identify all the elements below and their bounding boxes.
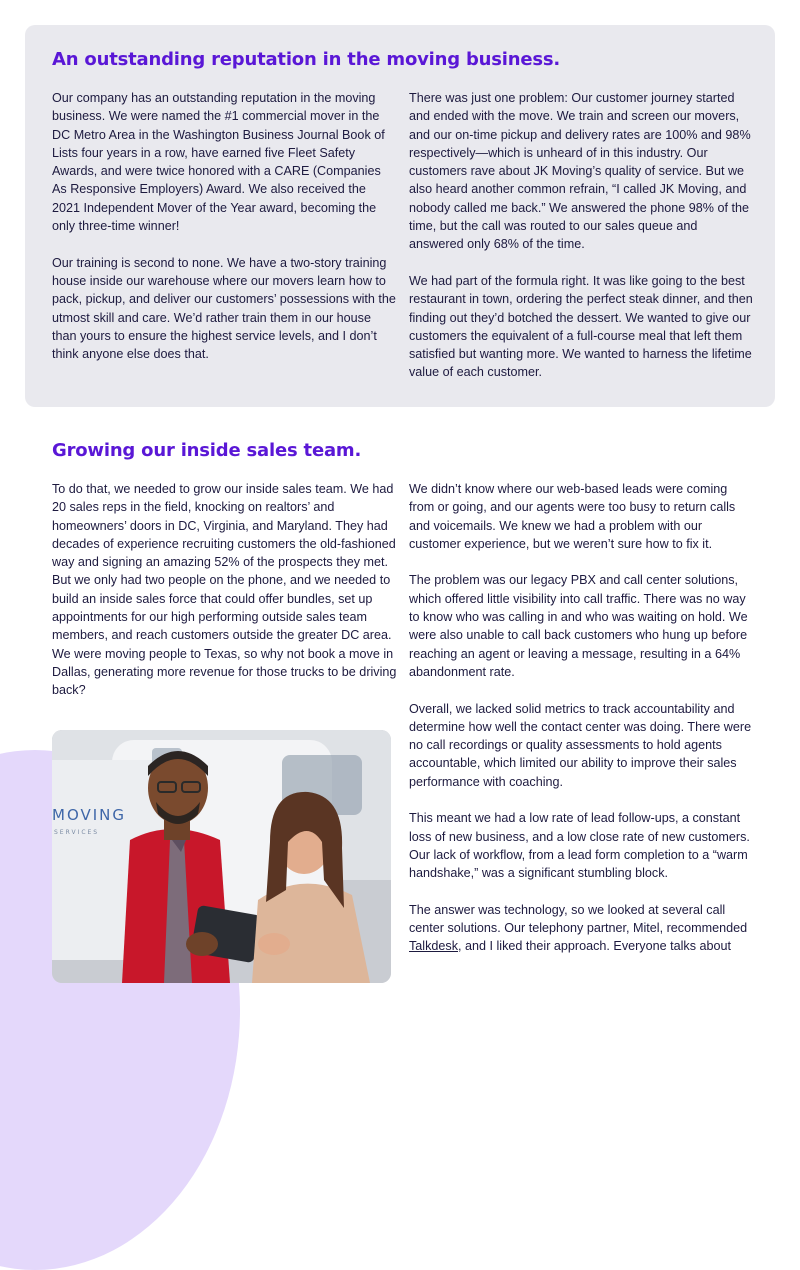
- paragraph: There was just one problem: Our customer journey started and ended with the move. We train and screen our movers, and our on-time pickup and delivery rates are 100% and 98% respectively—which is unheard of in this industry. Our customers rave about JK Moving’s quality of service. But we also heard another common refrain, “I called JK Moving, and nobody called me back.” We answered the phone 98% of the time, but the call was routed to our sales queue and answered only 68% of the time.: [409, 91, 751, 252]
- truck-logo-text: MOVING: [52, 806, 127, 824]
- section-heading-sales-team: Growing our inside sales team.: [52, 440, 362, 461]
- paragraph: This meant we had a low rate of lead follow-ups, a constant loss of new business, and a low close rate of new customers. Our lack of workflow, from a lead form completion to a “warm handshake,” was a significant stumbling block.: [409, 811, 750, 881]
- paragraph: Our training is second to none. We have a two-story training house inside our warehouse where our movers learn how to pack, pickup, and deliver our customers’ possessions with the utmost skill and care. We’d rather train them in our house than yours to ensure the highest service levels, and I don’t think anyone else does that.: [52, 255, 396, 362]
- employees-photo-illustration: [52, 730, 391, 983]
- talkdesk-link[interactable]: Talkdesk: [409, 939, 458, 954]
- employees-photo: [52, 730, 391, 983]
- paragraph-text: The answer was technology, so we looked at several call center solutions. Our telephony partner, Mitel, recommended: [409, 902, 748, 936]
- paragraph: Overall, we lacked solid metrics to track accountability and determine how well the contact center was doing. There were no call recordings or quality assessments to hold agents accountable, which limited our ability to improve their sales performance with coaching.: [409, 701, 752, 789]
- paragraph: The problem was our legacy PBX and call center solutions, which offered little visibility into call traffic. There was no way to know who was calling in and who was waiting on hold. We were also unable to call back customers who hung up before reaching an agent or leaving a message, resulting in a 64% abandonment rate.: [409, 573, 748, 679]
- reputation-right-column: [409, 89, 754, 382]
- paragraph: We had part of the formula right. It was like going to the best restaurant in town, ordering the perfect steak dinner, and then finding out they’d botched the dessert. We wanted to give our customers the equivalent of a full-course meal that left them satisfied but wanting more. We wanted to harness the lifetime value of each customer.: [409, 273, 753, 380]
- paragraph: Our company has an outstanding reputation in the moving business. We were named the #1 commercial mover in the DC Metro Area in the Washington Business Journal Book of Lists four years in a row, have earned five Fleet Safety Awards, and were twice honored with a CARE (Companies As Responsive Employers) Award. We also received the 2021 Independent Mover of the Year award, becoming the only three-time winner!: [52, 91, 385, 234]
- truck-logo-subtext: SERVICES: [54, 829, 100, 836]
- sales-team-left-column: [52, 480, 397, 700]
- paragraph: To do that, we needed to grow our inside sales team. We had 20 sales reps in the field, knocking on realtors’ and homeowners’ doors in DC, Virginia, and Maryland. They had decades of experience recruiting customers the old-fashioned way and signing an amazing 52% of the prospects they met. But we only had two people on the phone, and we needed to build an inside sales force that could offer bundles, set up appointments for our high performing outside sales team members, and reach customers outside the greater DC area. We were moving people to Texas, so why not book a move in Dallas, generating more revenue for those trucks to be driving back?: [52, 482, 397, 698]
- section-heading-reputation: An outstanding reputation in the moving business.: [52, 49, 561, 70]
- reputation-left-column: [52, 89, 397, 363]
- paragraph-text: , and I liked their approach. Everyone talks about: [458, 939, 732, 954]
- paragraph: [409, 901, 754, 956]
- sales-team-right-column: [409, 480, 754, 956]
- paragraph: We didn’t know where our web-based leads were coming from or going, and our agents were too busy to return calls and voicemails. We knew we had a problem with our customer experience, but we weren’t sure how to fix it.: [409, 482, 736, 551]
